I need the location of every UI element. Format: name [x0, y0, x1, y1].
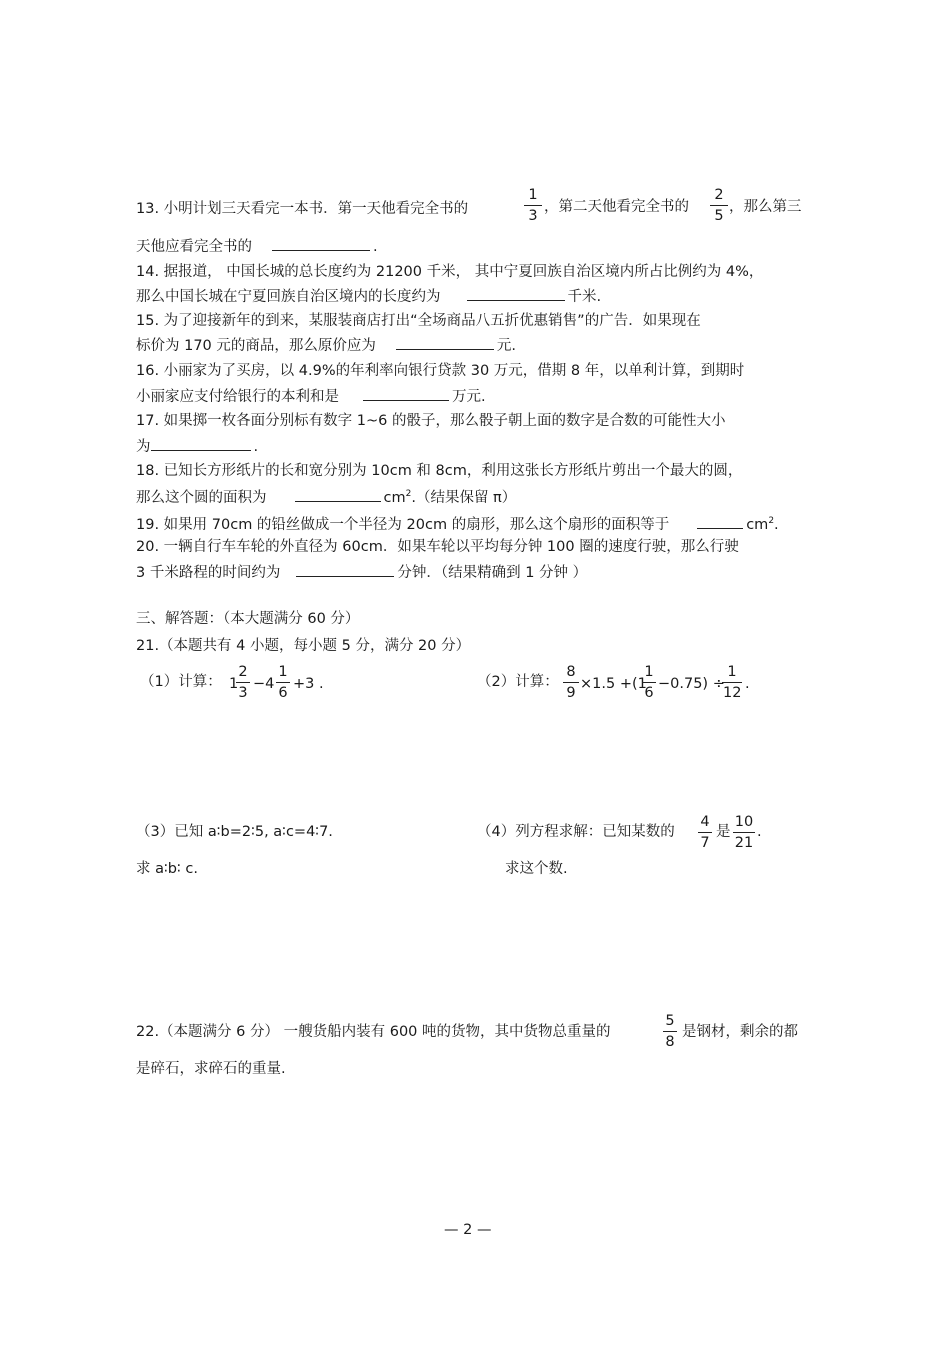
q20-line1: 20. 一辆自行车车轮的外直径为 60cm．如果车轮以平均每分钟 100 圈的速度行驶，那么行驶	[136, 539, 739, 555]
q15-answer-blank[interactable]	[396, 335, 494, 350]
q21-p3-ask: 求 a∶b∶ c.	[136, 861, 198, 877]
q16-answer-blank[interactable]	[363, 386, 449, 401]
q21-p2-fraction-2: 1 6	[642, 663, 656, 702]
q19-answer-blank[interactable]	[697, 514, 743, 529]
q21-p1-whole: 1	[229, 676, 239, 692]
q21-p4-tail: .	[757, 824, 762, 840]
q21-p2-mid: ×1.5 +(1	[580, 676, 647, 692]
q21-p2-mid2: −0.75) ÷	[658, 676, 725, 692]
q21-p2-tail: .	[745, 676, 750, 692]
q18-answer-blank[interactable]	[295, 487, 381, 502]
q22-line1: 22.（本题满分 6 分） 一艘货船内装有 600 吨的货物，其中货物总重量的	[136, 1024, 611, 1040]
q13-line1-mid: ，第二天他看完全书的	[544, 199, 689, 215]
q19-line1: 19. 如果用 70cm 的铅丝做成一个半径为 20cm 的扇形，那么这个扇形的面积等于 $cm^2$.	[136, 516, 779, 533]
q21-p3-label: （3）已知 a∶b=2∶5, a∶c=4∶7.	[136, 824, 333, 840]
q21-p1-label: （1）计算：	[140, 674, 222, 690]
q17-answer-blank[interactable]	[151, 436, 251, 451]
q15-line1: 15. 为了迎接新年的到来，某服装商店打出“全场商品八五折优惠销售”的广告．如果现在	[136, 313, 701, 329]
q18-line1: 18. 已知长方形纸片的长和宽分别为 10cm 和 8cm，利用这张长方形纸片剪出一个最大的圆，	[136, 463, 743, 479]
q21-title: 21.（本题共有 4 小题，每小题 5 分，满分 20 分）	[136, 638, 471, 654]
q13-fraction-1: 1 3	[524, 186, 542, 225]
q20-answer-blank[interactable]	[296, 562, 394, 577]
q13-line2: 天他应看完全书的 .	[136, 236, 378, 256]
q21-p1-fraction-2: 1 6	[276, 663, 290, 702]
q13-fraction-2: 2 5	[710, 186, 728, 225]
q13-line1-end: ，那么第三	[729, 199, 802, 215]
q22-line2: 是碎石，求碎石的重量.	[136, 1061, 286, 1077]
q17-line2: 为 .	[136, 436, 258, 456]
q20-line2: 3 千米路程的时间约为 分钟．（结果精确到 1 分钟 ）	[136, 562, 587, 582]
q21-p2-fraction-1: 8 9	[563, 663, 579, 702]
q21-p4-mid: 是	[716, 824, 731, 840]
q13-line1: 13. 小明计划三天看完一本书．第一天他看完全书的	[136, 201, 469, 217]
q22-fraction: 5 8	[663, 1012, 677, 1051]
q14-line1: 14. 据报道， 中国长城的总长度约为 21200 千米， 其中宁夏回族自治区境内所占比例约为 4%，	[136, 264, 764, 280]
q21-p1-tail: +3 .	[293, 676, 324, 692]
q21-p4-label: （4）列方程求解：已知某数的	[477, 824, 675, 840]
q21-p1-fraction-1: 2 3	[236, 663, 250, 702]
q16-line1: 16. 小丽家为了买房，以 4.9%的年利率向银行贷款 30 万元，借期 8 年，以单利计算，到期时	[136, 363, 745, 379]
q13-text: 天他应看完全书的	[136, 239, 252, 255]
section-3-heading: 三、解答题：（本大题满分 60 分）	[136, 611, 360, 627]
q22-line1-end: 是钢材，剩余的都	[682, 1024, 798, 1040]
q21-p1-op: −4	[253, 676, 275, 692]
page-number: — 2 —	[444, 1222, 492, 1238]
q21-p2-fraction-3: 1 12	[723, 664, 742, 701]
q18-line2: 那么这个圆的面积为 $cm^2$.（结果保留 π）	[136, 489, 517, 506]
q21-p4-fraction-2: 10 21	[734, 814, 754, 851]
q17-line1: 17. 如果掷一枚各面分别标有数字 1~6 的骰子，那么骰子朝上面的数字是合数的可能性大小	[136, 413, 726, 429]
q16-line2: 小丽家应支付给银行的本利和是 万元.	[136, 386, 486, 406]
q21-p4-fraction-1: 4 7	[698, 813, 712, 852]
q21-p2-label: （2）计算：	[477, 674, 559, 690]
q14-answer-blank[interactable]	[467, 286, 565, 301]
q14-line2: 那么中国长城在宁夏回族自治区境内的长度约为 千米.	[136, 286, 601, 306]
q15-line2: 标价为 170 元的商品，那么原价应为 元.	[136, 335, 516, 355]
q13-answer-blank[interactable]	[272, 236, 370, 251]
q21-p4-ask: 求这个数.	[505, 861, 568, 877]
